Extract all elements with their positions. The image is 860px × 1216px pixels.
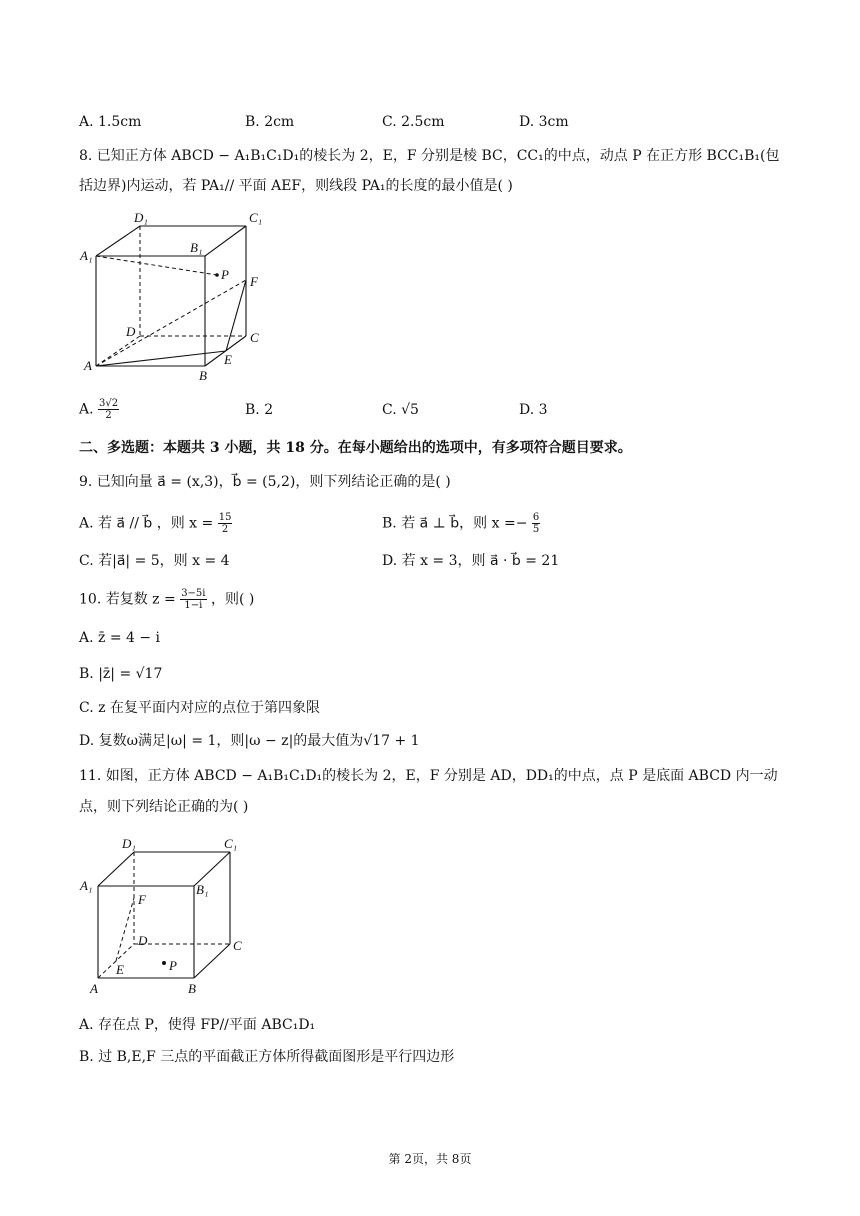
section-heading-prefix: 二、多选题：本题共 [79,440,210,456]
q8-label-f: F [250,274,258,289]
q11-stem-line2: 点，则下列结论正确的为( ) [79,799,249,815]
q8-option-b: B. 2 [245,402,274,418]
q11-option-a: A. 存在点 P，使得 FP//平面 ABC₁D₁ [79,1017,316,1033]
q10-stem-denominator: 1−i [184,600,203,611]
q11-label-d1: D₁ [122,836,136,851]
q8-option-a [79,398,119,421]
q11-cube-figure [78,832,258,997]
q9-option-c: C. 若|a⃗| = 5，则 x = 4 [79,553,230,569]
section-heading-mid: 小题，共 [219,440,286,456]
q10-stem-numerator: 3−5i [181,588,206,599]
q9-option-b-numerator: 6 [532,512,540,523]
q11-label-b: B [188,981,196,996]
q8-label-a: A [84,358,92,373]
q10-stem [79,588,254,611]
q10-stem-fraction [180,588,206,611]
q7-option-a: A. 1.5cm [79,114,142,130]
q9-option-a-denominator: 2 [221,524,229,535]
q9-option-a [79,512,232,535]
q8-label-d: D [126,324,136,339]
section-heading-count: 3 [209,440,220,456]
q8-label-b1: B₁ [190,240,203,255]
q9-option-b-denominator: 5 [532,524,540,535]
q8-option-a-fraction [98,398,119,421]
section-heading-points: 18 [285,440,305,456]
q8-label-a1: A₁ [80,248,93,263]
q8-option-a-prefix: A. [79,401,94,418]
q10-option-a: A. z̄ = 4 − i [79,630,161,646]
q9-option-b-fraction [532,512,540,535]
q8-option-a-denominator: 2 [105,410,112,421]
q11-option-b: B. 过 B,E,F 三点的平面截正方体所得截面图形是平行四边形 [79,1049,455,1065]
q9-stem: 9. 已知向量 a⃗ = (x,3)，b⃗ = (5,2)，则下列结论正确的是( ) [79,474,451,490]
q11-label-a: A [90,981,98,996]
q9-option-d: D. 若 x = 3，则 a⃗ · b⃗ = 21 [382,553,560,569]
q9-option-b [382,512,540,535]
q8-label-b: B [199,368,207,383]
q8-cube-figure [78,208,278,384]
q11-label-b1: B₁ [196,882,209,897]
q11-label-f: F [138,892,146,907]
q8-option-d: D. 3 [519,402,548,418]
q9-option-a-numerator: 15 [218,512,232,523]
q8-stem-line2: 括边界)内运动，若 PA₁// 平面 AEF，则线段 PA₁的长度的最小值是( ) [79,178,513,194]
q10-option-b: B. |z̄| = √17 [79,666,163,682]
q11-label-e: E [116,962,124,977]
q8-option-a-numerator: 3√2 [99,398,119,409]
q11-label-c1: C₁ [224,836,238,851]
q11-label-a1: A₁ [80,878,93,893]
q8-stem-line1: 8. 已知正方体 ABCD − A₁B₁C₁D₁的棱长为 2，E，F 分别是棱 BC，CC₁的中点，动点 P 在正方形 BCC₁B₁(包 [79,148,780,164]
q8-label-p: P [221,267,229,282]
q10-option-c: C. z 在复平面内对应的点位于第四象限 [79,700,320,716]
q8-label-c1: C₁ [249,210,263,225]
page-footer: 第 2页，共 8页 [388,1152,472,1166]
q11-label-p: P [169,958,177,973]
q8-label-e: E [224,352,232,367]
q11-label-c: C [233,938,242,953]
q8-label-d1: D₁ [134,210,148,225]
q9-option-b-text: B. 若 a⃗ ⊥ b⃗，则 x =− [382,515,528,532]
q7-option-c: C. 2.5cm [382,114,445,130]
section-heading-suffix: 分。在每小题给出的选项中，有多项符合题目要求。 [304,440,632,456]
q7-option-b: B. 2cm [245,114,295,130]
q10-stem-prefix: 10. 若复数 z = [79,591,176,608]
section-heading [79,438,632,458]
q9-option-a-fraction [218,512,233,535]
q8-label-c: C [250,330,259,345]
q8-option-c: C. √5 [382,402,419,418]
q9-option-a-text: A. 若 a⃗ // b⃗ ，则 x = [79,515,214,532]
q7-option-d: D. 3cm [519,114,569,130]
q10-stem-suffix: ，则( ) [210,591,255,608]
q11-stem-line1: 11. 如图，正方体 ABCD − A₁B₁C₁D₁的棱长为 2，E，F 分别是 AD，DD₁的中点，点 P 是底面 ABCD 内一动 [79,768,778,784]
q10-option-d: D. 复数ω满足|ω| = 1，则|ω − z|的最大值为√17 + 1 [79,733,420,749]
q11-label-d: D [138,933,148,948]
